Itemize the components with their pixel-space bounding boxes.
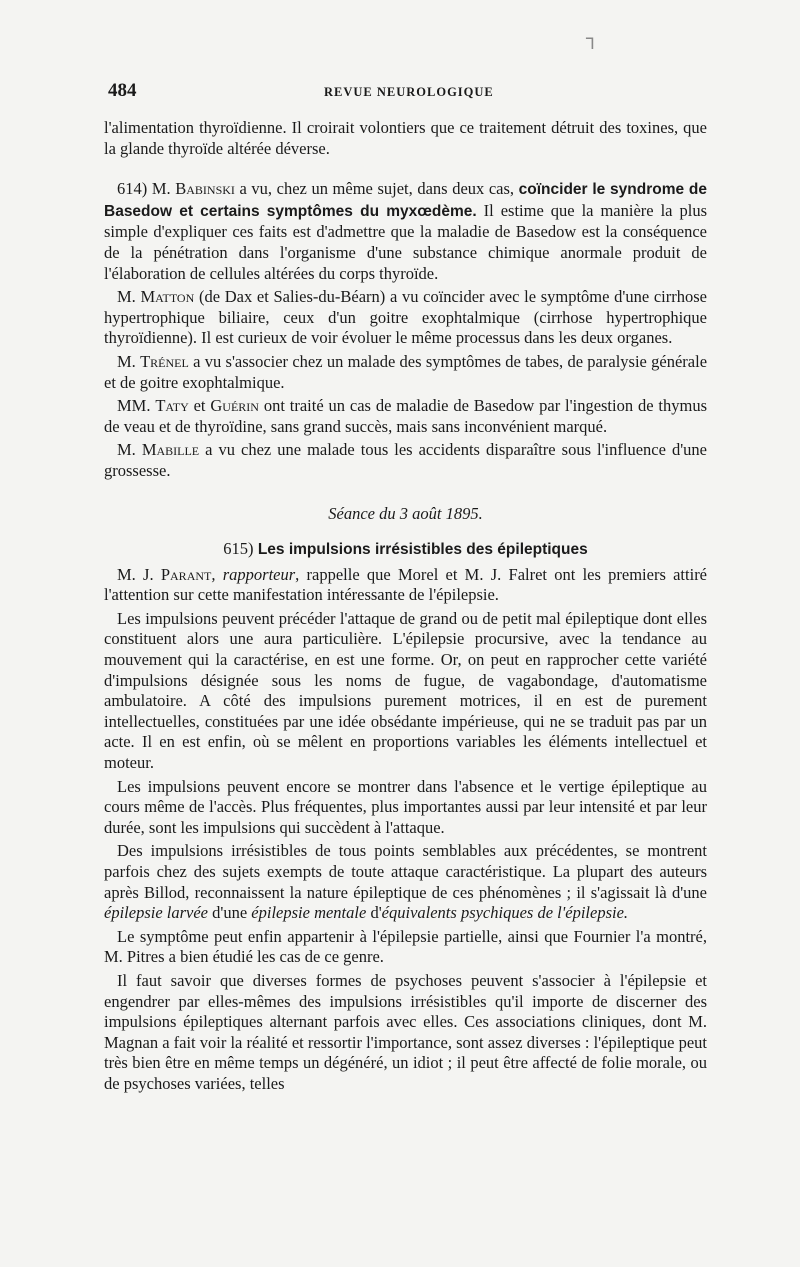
section-title — [104, 538, 707, 561]
text-span: et — [188, 396, 211, 416]
text-span: d'une — [208, 903, 252, 923]
page-header — [108, 80, 708, 104]
paragraph-taty-guerin — [104, 396, 707, 437]
text-span: d' — [366, 903, 382, 923]
text-span: (de Dax et Salies-du-Béarn) a vu coïncider avec le symptôme d'une cirrhose hypertrophique biliaire, ceux d'un goitre exophtalmique (cirrhose hypertrophique thyroïdienne). Il est curieux de voir évoluer le même processus dans les deux organes. — [104, 287, 708, 348]
paragraph-parant — [104, 565, 707, 606]
scan-mark: ᒣ — [585, 36, 595, 53]
entry-number: 614) M. — [117, 179, 176, 199]
text-span: Il estime que la manière la plus simple d'expliquer ces faits est d'admettre que la maladie de Basedow est la conséquence de la pénétration dans l'organisme d'une substance chimique anormale produit de l'élaboration de cellules altérées du corps thyroïde. — [104, 200, 707, 283]
author-name: Guérin — [210, 396, 259, 416]
session-date-heading: Séance du 3 août 1895. — [328, 503, 483, 523]
author-name: Taty — [155, 396, 189, 416]
page-number: 484 — [108, 80, 137, 101]
text-span: a vu s'associer chez un malade des symptômes de tabes, de paralysie générale et de goitre exophtalmique. — [104, 351, 708, 392]
paragraph-body: Il faut savoir que diverses formes de psychoses peuvent s'associer à l'épilepsie et engendrer par elles-mêmes des impulsions irrésistibles qu'il importe de discerner des impulsions épileptiques alternant parfois avec elles. Ces associations cliniques, dont M. Magnan a fait voir la réalité et ressortir l'importance, sont assez diverses : l'épileptique peut très bien être en même temps un dégénéré, un idiot ; il peut être affecté de folie morale, ou de psychoses variées, telles — [104, 970, 707, 1093]
text-span: M. J. — [117, 564, 161, 584]
text-span: Des impulsions irrésistibles de tous points semblables aux précédentes, se montrent parfois chez des sujets exempts de toute attaque caractéristique. La plupart des auteurs après Billod, reconnaissent la nature épileptique de ces phénomènes ; il s'agissait là d'une — [104, 841, 707, 902]
text-span: M. — [117, 287, 141, 307]
emphasis-bold: coïncider le syndrome de Basedow et certains symptômes du myxœdème. — [104, 181, 707, 220]
paragraph-614 — [104, 179, 707, 284]
paragraph-body — [104, 841, 707, 923]
text-span: MM. — [117, 396, 156, 416]
paragraph-body: Les impulsions peuvent encore se montrer dans l'absence et le vertige épileptique au cours même de l'accès. Plus fréquentes, plus importantes aussi par leur intensité et par leur durée, sont les impulsions qui succèdent à l'attaque. — [104, 776, 707, 837]
paragraph-trenel — [104, 352, 707, 393]
role-italic: , rapporteur — [211, 564, 296, 584]
text-span: M. — [117, 440, 142, 460]
italic-term: équivalents psychiques de l'épilepsie. — [381, 903, 629, 923]
author-name: Parant — [160, 564, 212, 584]
author-name: Matton — [140, 287, 195, 307]
paragraph-mabille — [104, 440, 707, 481]
page-body — [104, 118, 707, 1095]
italic-term: épilepsie larvée — [104, 903, 208, 923]
paragraph-body: Le symptôme peut enfin appartenir à l'épilepsie partielle, ainsi que Fournier l'a montré, M. Pitres a bien étudié les cas de ce genre. — [104, 926, 707, 967]
text-span: M. — [117, 351, 141, 371]
italic-term: épilepsie mentale — [251, 903, 367, 923]
paragraph-body: Les impulsions peuvent précéder l'attaque de grand ou de petit mal épileptique dont elles constituent alors une aura particulière. L'épilepsie procursive, avec la tendance au mouvement qui la caractérise, en est une forme. Or, on peut en rapprocher cette variété d'impulsions désignée sous les noms de fugue, de vagabondage, d'automatisme ambulatoire. A côté des impulsions purement motrices, il en est de purement intellectuelles, constituées par une idée obsédante impérieuse, qui ne se traduit pas par un acte. Il en est enfin, où se mêlent en proportions variables les éléments intellectuel et moteur. — [104, 608, 707, 773]
text-span: ont traité un cas de maladie de Basedow par l'ingestion de thymus de veau et de thyroïdine, sans grand succès, mais sans inconvénient marqué. — [104, 396, 707, 436]
entry-number: 615) — [223, 539, 254, 559]
running-head: REVUE NEUROLOGIQUE — [324, 85, 494, 99]
text-span: , rappelle que Morel et M. J. Falret ont les premiers attiré l'attention sur cette manifestation intéressante de l'épilepsie. — [104, 564, 708, 605]
author-name: Mabille — [141, 440, 200, 460]
text-span: a vu, chez un même sujet, dans deux cas, — [234, 179, 519, 199]
author-name: Trénel — [140, 351, 189, 371]
text-span: a vu chez une malade tous les accidents disparaître sous l'influence d'une grossesse. — [104, 440, 708, 480]
paragraph-matton — [104, 287, 707, 349]
title-text: Les impulsions irrésistibles des épileptiques — [253, 541, 588, 559]
paragraph-continuation: l'alimentation thyroïdienne. Il croirait volontiers que ce traitement détruit des toxines, que la glande thyroïde altérée déverse. — [104, 118, 707, 158]
author-name: Babinski — [175, 179, 235, 199]
